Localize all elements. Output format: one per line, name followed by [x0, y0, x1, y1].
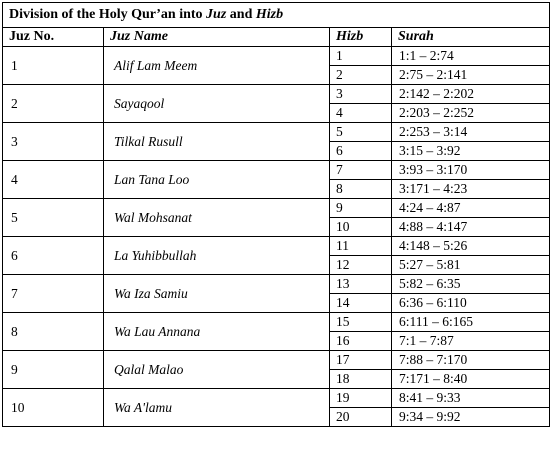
juz-number-cell: 6: [3, 237, 104, 275]
surah-range-cell: 5:82 – 6:35: [392, 275, 550, 294]
juz-name-cell: Tilkal Rusull: [104, 123, 330, 161]
surah-range-cell: 5:27 – 5:81: [392, 256, 550, 275]
surah-range-cell: 6:36 – 6:110: [392, 294, 550, 313]
juz-hizb-table: [2, 2, 550, 427]
hizb-number-cell: 12: [330, 256, 392, 275]
table-row: [3, 199, 550, 218]
table-row: [3, 123, 550, 142]
juz-number-cell: 2: [3, 85, 104, 123]
surah-range-cell: 2:203 – 2:252: [392, 104, 550, 123]
hizb-number-cell: 7: [330, 161, 392, 180]
surah-range-cell: 7:88 – 7:170: [392, 351, 550, 370]
hizb-number-cell: 16: [330, 332, 392, 351]
hizb-number-cell: 17: [330, 351, 392, 370]
surah-range-cell: 7:171 – 8:40: [392, 370, 550, 389]
juz-name-cell: Wa Lau Annana: [104, 313, 330, 351]
hizb-number-cell: 2: [330, 66, 392, 85]
juz-name-cell: Wal Mohsanat: [104, 199, 330, 237]
hizb-number-cell: 19: [330, 389, 392, 408]
juz-name-cell: Wa A'lamu: [104, 389, 330, 427]
hizb-number-cell: 4: [330, 104, 392, 123]
hizb-number-cell: 10: [330, 218, 392, 237]
title-hizb-word: Hizb: [255, 7, 284, 22]
table-row: [3, 275, 550, 294]
juz-name-cell: Lan Tana Loo: [104, 161, 330, 199]
header-row: [3, 28, 550, 47]
header-juz-name: Juz Name: [104, 28, 330, 47]
table-row: [3, 351, 550, 370]
surah-range-cell: 2:253 – 3:14: [392, 123, 550, 142]
header-juz-no: Juz No.: [3, 28, 104, 47]
title-juz-word: Juz: [206, 7, 227, 22]
table-row: [3, 161, 550, 180]
hizb-number-cell: 14: [330, 294, 392, 313]
hizb-number-cell: 6: [330, 142, 392, 161]
table-row: [3, 389, 550, 408]
hizb-number-cell: 13: [330, 275, 392, 294]
surah-range-cell: 4:88 – 4:147: [392, 218, 550, 237]
hizb-number-cell: 11: [330, 237, 392, 256]
hizb-number-cell: 3: [330, 85, 392, 104]
surah-range-cell: 3:93 – 3:170: [392, 161, 550, 180]
table-title: [3, 3, 550, 28]
juz-number-cell: 4: [3, 161, 104, 199]
surah-range-cell: 4:148 – 5:26: [392, 237, 550, 256]
surah-range-cell: 3:15 – 3:92: [392, 142, 550, 161]
juz-number-cell: 5: [3, 199, 104, 237]
surah-range-cell: 2:142 – 2:202: [392, 85, 550, 104]
surah-range-cell: 3:171 – 4:23: [392, 180, 550, 199]
table-row: [3, 313, 550, 332]
surah-range-cell: 6:111 – 6:165: [392, 313, 550, 332]
juz-number-cell: 1: [3, 47, 104, 85]
juz-name-cell: La Yuhibbullah: [104, 237, 330, 275]
surah-range-cell: 1:1 – 2:74: [392, 47, 550, 66]
surah-range-cell: 7:1 – 7:87: [392, 332, 550, 351]
surah-range-cell: 8:41 – 9:33: [392, 389, 550, 408]
table-row: [3, 85, 550, 104]
header-surah: Surah: [392, 28, 550, 47]
juz-name-cell: Alif Lam Meem: [104, 47, 330, 85]
juz-name-cell: Sayaqool: [104, 85, 330, 123]
juz-number-cell: 3: [3, 123, 104, 161]
title-and-word: and: [226, 7, 256, 22]
juz-number-cell: 7: [3, 275, 104, 313]
hizb-number-cell: 1: [330, 47, 392, 66]
table-body: [3, 3, 550, 427]
hizb-number-cell: 20: [330, 408, 392, 427]
hizb-number-cell: 9: [330, 199, 392, 218]
surah-range-cell: 2:75 – 2:141: [392, 66, 550, 85]
hizb-number-cell: 8: [330, 180, 392, 199]
juz-number-cell: 10: [3, 389, 104, 427]
hizb-number-cell: 18: [330, 370, 392, 389]
table-row: [3, 47, 550, 66]
surah-range-cell: 4:24 – 4:87: [392, 199, 550, 218]
surah-range-cell: 9:34 – 9:92: [392, 408, 550, 427]
juz-number-cell: 9: [3, 351, 104, 389]
title-prefix: Division of the Holy Qur’an into: [9, 7, 207, 22]
title-row: [3, 3, 550, 28]
header-hizb: Hizb: [330, 28, 392, 47]
juz-name-cell: Wa Iza Samiu: [104, 275, 330, 313]
table-row: [3, 237, 550, 256]
juz-name-cell: Qalal Malao: [104, 351, 330, 389]
juz-number-cell: 8: [3, 313, 104, 351]
hizb-number-cell: 15: [330, 313, 392, 332]
hizb-number-cell: 5: [330, 123, 392, 142]
